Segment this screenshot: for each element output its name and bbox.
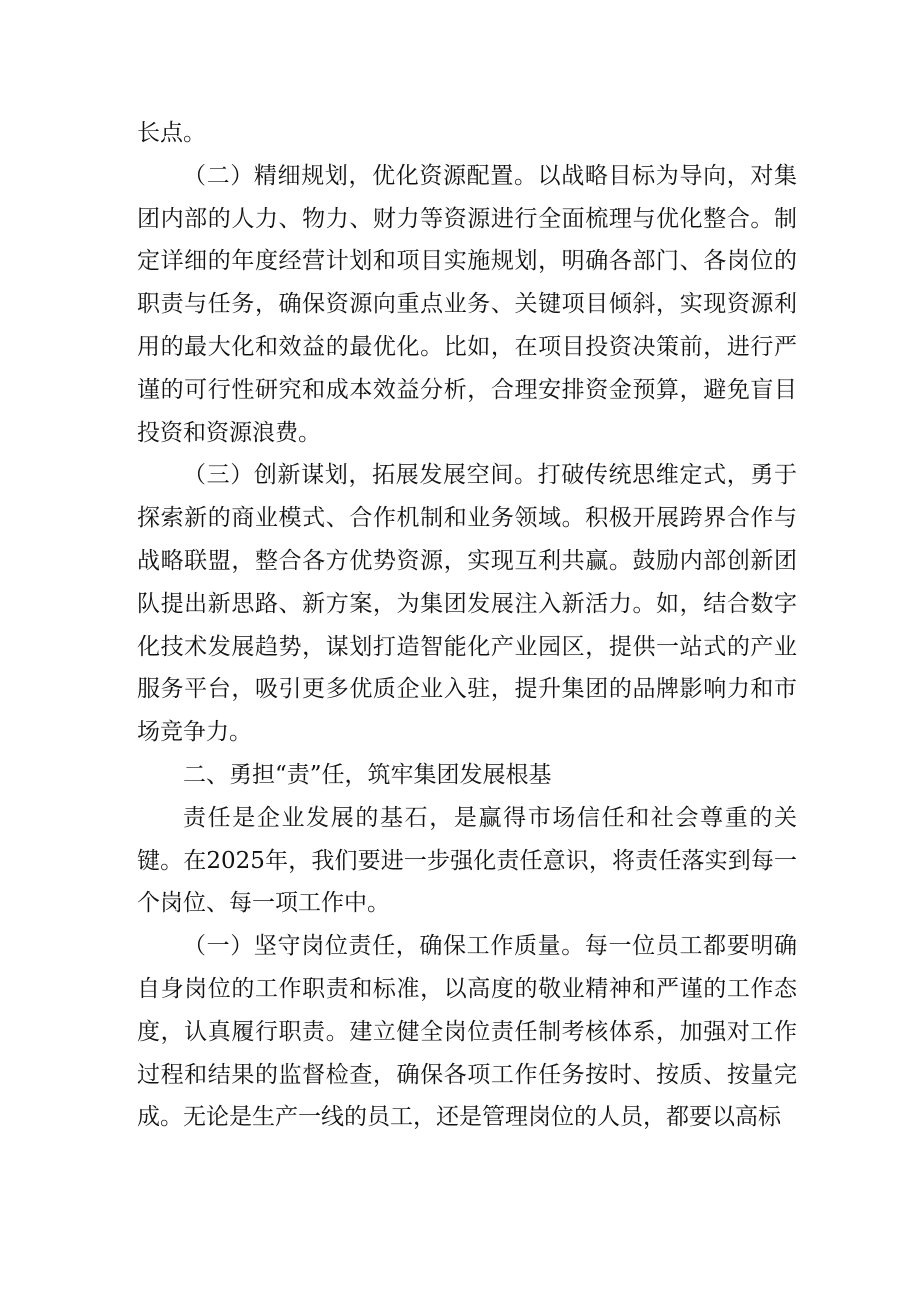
section-heading-responsibility: 二、勇担“责”任，筑牢集团发展根基 [183, 761, 552, 788]
paragraph-responsibility-intro: 责任是企业发展的基石，是赢得市场信任和社会尊重的关键。在2025年，我们要进一步强化责任意识，将责任落实到每一个岗位、每一项工作中。 [137, 804, 797, 917]
paragraph-innovative-planning: （三）创新谋划，拓展发展空间。打破传统思维定式，勇于探索新的商业模式、合作机制和业务领域。积极开展跨界合作与战略联盟，整合各方优势资源，实现互利共赢。鼓励内部创新团队提出新思路、新方案，为集团发展注入新活力。如，结合数字化技术发展趋势，谋划打造智能化产业园区，提供一站式的产业服务平台，吸引更多优质企业入驻，提升集团的品牌影响力和市场竞争力。 [137, 462, 797, 746]
paragraph-job-responsibility: （一）坚守岗位责任，确保工作质量。每一位员工都要明确自身岗位的工作职责和标准，以高度的敬业精神和严谨的工作态度，认真履行职责。建立健全岗位责任制考核体系，加强对工作过程和结果的监督检查，确保各项工作任务按时、按质、按量完成。无论是生产一线的员工，还是管理岗位的人员，都要以高标 [137, 933, 797, 1131]
paragraph-refined-planning: （二）精细规划，优化资源配置。以战略目标为导向，对集团内部的人力、物力、财力等资源进行全面梳理与优化整合。制定详细的年度经营计划和项目实施规划，明确各部门、各岗位的职责与任务，确保资源向重点业务、关键项目倾斜，实现资源利用的最大化和效益的最优化。比如，在项目投资决策前，进行严谨的可行性研究和成本效益分析，合理安排资金预算，避免盲目投资和资源浪费。 [137, 162, 797, 446]
document-body [137, 112, 797, 1139]
paragraph-continuation: 长点。 [137, 120, 206, 146]
